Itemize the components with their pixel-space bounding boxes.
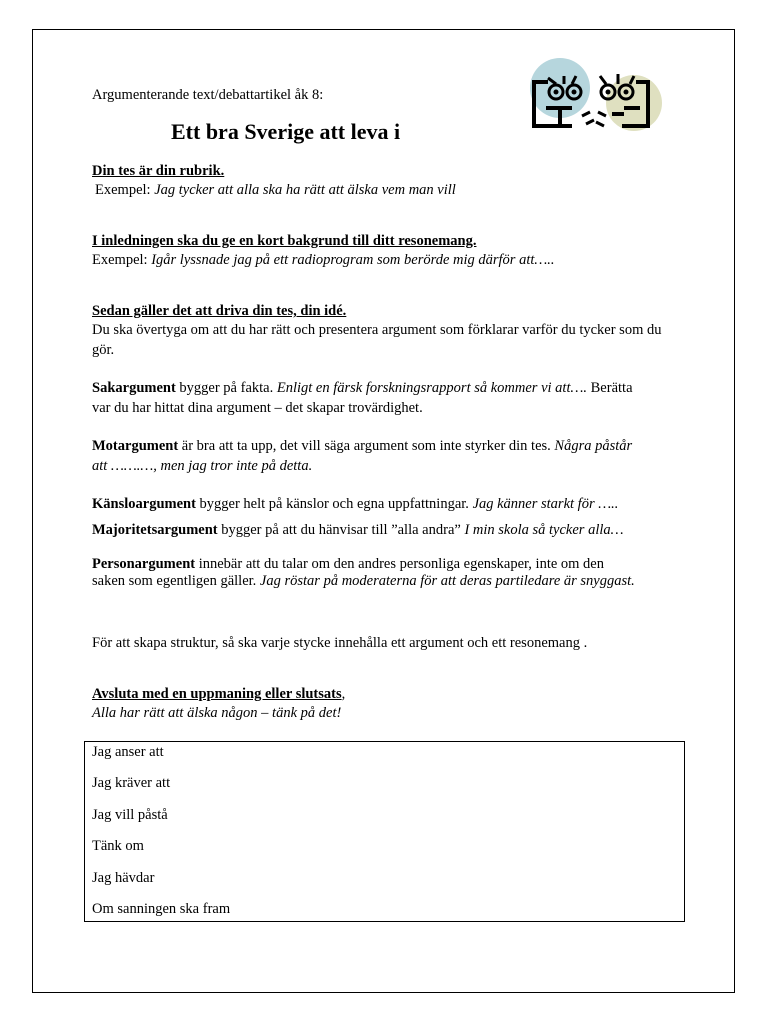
person-line2 (92, 571, 635, 591)
phrase-item: Om sanningen ska fram (92, 901, 231, 917)
kanslo-term: Känsloargument (92, 496, 196, 512)
motargument-example2-end: . (308, 458, 313, 474)
majoritet-quote: ”alla andra” (391, 522, 461, 538)
motargument-example1: Några påstår (554, 438, 633, 454)
phrase-item: Jag kräver att (92, 775, 171, 791)
kanslo-example: Jag känner starkt för (472, 496, 595, 512)
person-example: Jag röstar på moderaterna för att deras partiledare är snyggast. (259, 573, 635, 589)
phrase-box (84, 741, 685, 922)
struktur-text: För att skapa struktur, så ska varje stycke innehålla ett argument och ett resonemang . (92, 635, 588, 651)
majoritet-term: Majoritetsargument (92, 522, 218, 538)
phrase-item: Tänk om (92, 838, 144, 854)
tes-heading: Din tes är din rubrik. (92, 163, 225, 179)
sakargument-text2: Berätta (590, 380, 633, 396)
avsluta-comma: , (341, 686, 346, 702)
majoritet-example: I min skola så tycker alla (464, 522, 611, 538)
person-text2: saken som egentligen gäller. (92, 573, 257, 589)
two-arguing-faces-icon (526, 58, 668, 134)
motargument-line1 (92, 436, 632, 456)
tes-example (95, 180, 456, 200)
motargument-line2 (92, 456, 312, 476)
driva-body: Du ska övertyga om att du har rätt och presentera argument som förklarar varför du tycker som du gör. (92, 322, 662, 358)
sakargument-example: Enligt en färsk forskningsrapport så kommer vi att (276, 380, 571, 396)
majoritet-text: bygger på att du hänvisar till (221, 522, 388, 538)
avsluta-heading-line (92, 684, 345, 704)
inledning-heading: I inledningen ska du ge en kort bakgrund till ditt resonemang. (92, 233, 477, 249)
inledning-example (92, 250, 555, 270)
phrase-item: Jag vill påstå (92, 807, 168, 823)
sakargument-term: Sakargument (92, 380, 176, 396)
kanslo-text: bygger helt på känslor och egna uppfattningar. (199, 496, 469, 512)
motargument-text: är bra att ta upp, det vill säga argument som inte styrker din tes. (181, 438, 551, 454)
majoritet-line (92, 520, 624, 540)
kanslo-ellipsis: ….. (598, 496, 619, 512)
phrase-item: Jag anser att (92, 744, 164, 760)
sakargument-ellipsis: …. (570, 380, 588, 396)
motargument-example2-a: att (92, 458, 108, 474)
avsluta-heading: Avsluta med en uppmaning eller slutsats (92, 686, 342, 702)
example-label: Exempel: (92, 252, 148, 268)
kanslo-line (92, 494, 618, 514)
sakargument-line2: var du har hittat dina argument – det skapar trovärdighet. (92, 400, 423, 416)
person-text: innebär att du talar om den andres personliga egenskaper, inte om den (198, 556, 604, 572)
sakargument-line1 (92, 378, 633, 398)
phrase-item: Jag hävdar (92, 870, 155, 886)
example-text: Igår lyssnade jag på ett radioprogram som berörde mig därför att (151, 252, 535, 268)
motargument-example2-b: men jag tror inte på detta (160, 458, 309, 474)
example-ellipsis: ….. (534, 252, 555, 268)
avsluta-example: Alla har rätt att älska någon – tänk på det! (92, 705, 342, 721)
driva-heading: Sedan gäller det att driva din tes, din idé. (92, 303, 347, 319)
majoritet-ellipsis: … (610, 522, 624, 538)
sakargument-text: bygger på fakta. (179, 380, 274, 396)
example-label: Exempel: (95, 182, 151, 198)
person-term: Personargument (92, 556, 196, 572)
page-title: Ett bra Sverige att leva i (171, 119, 401, 144)
motargument-dots: …….…, (110, 458, 157, 474)
motargument-term: Motargument (92, 438, 179, 454)
assignment-label: Argumenterande text/debattartikel åk 8: (92, 87, 324, 103)
example-text: Jag tycker att alla ska ha rätt att älska vem man vill (154, 182, 456, 198)
